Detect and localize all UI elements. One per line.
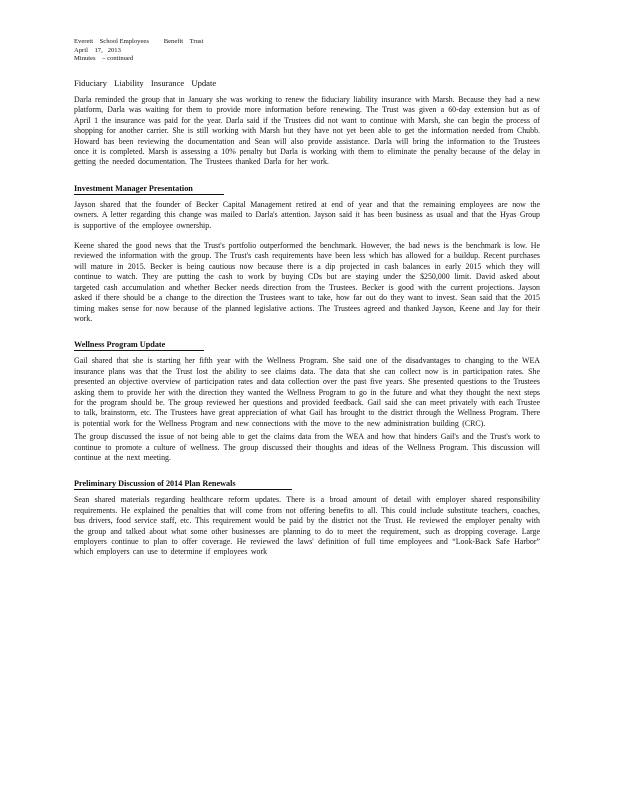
section-title-preliminary: Preliminary Discussion of 2014 Plan Renewals [74, 479, 292, 490]
paragraph: The group discussed the issue of not being able to get the claims data from the WEA and how that hinders Gail's and the Trust's work to continue to promote a culture of wellness. The group discussed their thoughts and ideas of the Wellness Program. This discussion will continue at the next meeting. [74, 432, 540, 462]
header-org-line: Everett School Employees Benefit Trust [74, 38, 204, 45]
header-date-line: April 17, 2013 [74, 46, 121, 54]
section-wellness [74, 334, 540, 463]
paragraph: Jayson shared that the founder of Becker Capital Management retired at end of year and that the remaining employees are now the owners. A letter regarding this change was mailed to Darla's attention. Jayson said it has been business as usual and that the Hyas Group is supportive of the employee ownership. [74, 199, 540, 230]
document-header [74, 38, 203, 64]
section-title-fiduciary: Fiduciary Liability Insurance Update [74, 78, 217, 88]
section-investment [74, 178, 540, 324]
section-title-investment: Investment Manager Presentation [74, 184, 224, 195]
section-preliminary [74, 473, 540, 557]
section-fiduciary [74, 78, 540, 168]
paragraph: Keene shared the good news that the Trust's portfolio outperformed the benchmark. However, the bad news is the benchmark is low. He reviewed the information with the group. The Trust's cash requirements have been less which has allowed for a buildup. Recent purchases will mature in 2015. Becker is being cautious now because there is a dip projected in cash balances in early 2015 which they will continue to watch. They are putting the cash to work by buying CDs but are staying under the $250,000 limit. David asked about targeted cash accumulation and whether Becker needs direction from the Trustees. Becker is good with the current projections. Jayson asked if there should be a change to the direction the Trustees want to take, how far out do they want to invest. Sean said that the 2015 timing makes sense for now because of the planned legislative actions. The Trustees agreed and thanked Jayson, Keene and Jay for their work. [74, 241, 540, 323]
section-title-wellness: Wellness Program Update [74, 340, 204, 351]
document-body [74, 78, 540, 568]
paragraph: Sean shared materials regarding healthcare reform updates. There is a broad amount of detail with employer shared responsibility requirements. He explained the penalties that will come from not offering benefits to all. This could include substitute teachers, coaches, bus drivers, food service staff, etc. This requirement would be paid by the district not the Trust. He reviewed the employer penalty with the group and talked about what some other businesses are planning to do to meet the requirement, such as dropping coverage. Large employers continue to plan to offer coverage. He reviewed the laws' definition of full time employees and “Look-Back Safe Harbor” which employers can use to determine if employees work [74, 495, 540, 557]
header-continued-line: Minutes – continued [74, 55, 134, 63]
paragraph: Gail shared that she is starting her fifth year with the Wellness Program. She said one of the disadvantages to changing to the WEA insurance plans was that the Trust lost the ability to see claims data. The data that she can collect now is in participation rates. She presented an objective overview of participation rates and data collection over the past five years. She presented questions to the Trustees asking them to provide her with the direction they wanted the Wellness Program to go in the future and what they thought the next steps for the program should be. The group reviewed her questions and provided feedback. Gail said she can meet privately with each Trustee to talk, brainstorm, etc. The Trustees have great appreciation of what Gail has brought to the district through the Wellness Program. There is potential work for the Wellness Program and new connections with the move to the new administration building (CRC). [74, 356, 540, 428]
paragraph: Darla reminded the group that in January she was working to renew the fiduciary liability insurance with Marsh. Because they had a new platform, Darla was waiting for them to provide more information before renewing. The Trust was given a 60-day extension but as of April 1 the insurance was paid for the year. Darla said if the Trustees did not want to continue with Marsh, she can begin the process of shopping for another carrier. She is still working with Marsh but they have not yet been able to get the information needed from Chubb. Howard has been reviewing the documentation and Sean will also provide assistance. Darla will bring the information to the Trustees once it is completed. Marsh is assessing a 10% penalty but Darla is working with them to eliminate the penalty because of the delay in getting the needed documentation. The Trustees thanked Darla for her work. [74, 95, 540, 167]
